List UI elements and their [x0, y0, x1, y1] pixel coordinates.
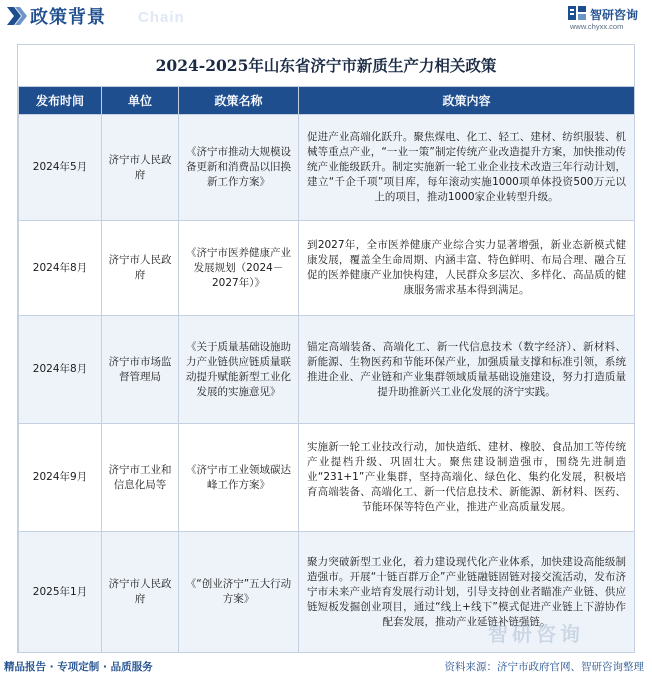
watermark: 智研咨询	[488, 622, 584, 646]
cell-unit: 济宁市人民政府	[102, 532, 179, 653]
cell-content: 实施新一轮工业技改行动，加快造纸、建材、橡胶、食品加工等传统产业提档升级、巩固壮大。聚焦建设制造强市，围绕先进制造业“231+1”产业集群，坚持高端化、绿色化、集约化发展，积极培育高端装备、高端化工、新一代信息技术、新能源、新材料、医药、节能环保等特色产业，推进产业高质量发展。	[299, 424, 635, 532]
cell-name: 《关于质量基础设施助力产业链供应链质量联动提升赋能新型工业化发展的实施意见》	[179, 316, 299, 424]
table-row	[19, 221, 635, 316]
cell-name: 《“创业济宁”五大行动方案》	[179, 532, 299, 653]
footer-tagline: 精品报告 · 专项定制 · 品质服务	[4, 661, 153, 673]
page-title: 政策背景	[30, 7, 106, 28]
policy-table	[18, 86, 635, 653]
cell-date: 2024年5月	[19, 115, 102, 221]
cell-content: 促进产业高端化跃升。聚焦煤电、化工、轻工、建材、纺织服装、机械等重点产业，“一业一策”制定传统产业改造提升方案，加快推动传统产业能级跃升。制定实施新一轮工业企业技术改造三年行动计划，建立“千企千项”项目库，每年滚动实施1000项单体投资500万元以上的项目，推动1000家企业转型升级。	[299, 115, 635, 221]
cell-date: 2024年9月	[19, 424, 102, 532]
table-row	[19, 316, 635, 424]
column-header-date: 发布时间	[19, 87, 102, 115]
footer-source: 资料来源：济宁市政府官网、智研咨询整理	[444, 661, 644, 673]
column-header-content: 政策内容	[299, 87, 635, 115]
cell-content: 聚力突破新型工业化，着力建设现代化产业体系，加快建设高能级制造强市。开展“十链百群万企”产业链融链固链对接交流活动，发布济宁市未来产业培育发展行动计划，引导支持创业者瞄准产业链、供应链短板发掘创业项目，通过“线上+线下”模式促进产业链上下游协作配套发展，推动产业延链补链强链。	[299, 532, 635, 653]
brand-logo-icon	[568, 5, 586, 21]
cell-name: 《济宁市医养健康产业发展规划（2024－2027年）》	[179, 221, 299, 316]
page-header	[0, 0, 652, 34]
cell-name: 《济宁市推动大规模设备更新和消费品以旧换新工作方案》	[179, 115, 299, 221]
brand-name: 智研咨询	[590, 8, 639, 22]
page-footer	[0, 653, 652, 680]
table-row	[19, 115, 635, 221]
table-row	[19, 424, 635, 532]
column-header-name: 政策名称	[179, 87, 299, 115]
page-subtitle: Chain	[138, 9, 185, 26]
column-header-unit: 单位	[102, 87, 179, 115]
cell-content: 锚定高端装备、高端化工、新一代信息技术（数字经济）、新材料、新能源、生物医药和节能环保产业，加强质量支撑和标准引领，系统推进企业、产业链和产业集群领域质量基础设施建设，努力打造质量提升助推新兴工业化发展的济宁实践。	[299, 316, 635, 424]
brand-url: www.chyxx.com	[570, 22, 624, 31]
chevron-double-icon	[6, 5, 28, 27]
cell-date: 2024年8月	[19, 316, 102, 424]
cell-unit: 济宁市人民政府	[102, 221, 179, 316]
cell-unit: 济宁市工业和信息化局等	[102, 424, 179, 532]
policy-table-frame	[17, 44, 635, 653]
cell-name: 《济宁市工业领域碳达峰工作方案》	[179, 424, 299, 532]
cell-unit: 济宁市人民政府	[102, 115, 179, 221]
cell-date: 2025年1月	[19, 532, 102, 653]
cell-unit: 济宁市市场监督管理局	[102, 316, 179, 424]
cell-content: 到2027年，全市医养健康产业综合实力显著增强，新业态新模式健康发展，覆盖全生命周期、内涵丰富、特色鲜明、布局合理、融合互促的医养健康产业加快构建，人民群众多层次、多样化、高品质的健康服务需求基本得到满足。	[299, 221, 635, 316]
table-title: 2024-2025年山东省济宁市新质生产力相关政策	[18, 45, 634, 86]
cell-date: 2024年8月	[19, 221, 102, 316]
table-header-row	[19, 87, 635, 115]
